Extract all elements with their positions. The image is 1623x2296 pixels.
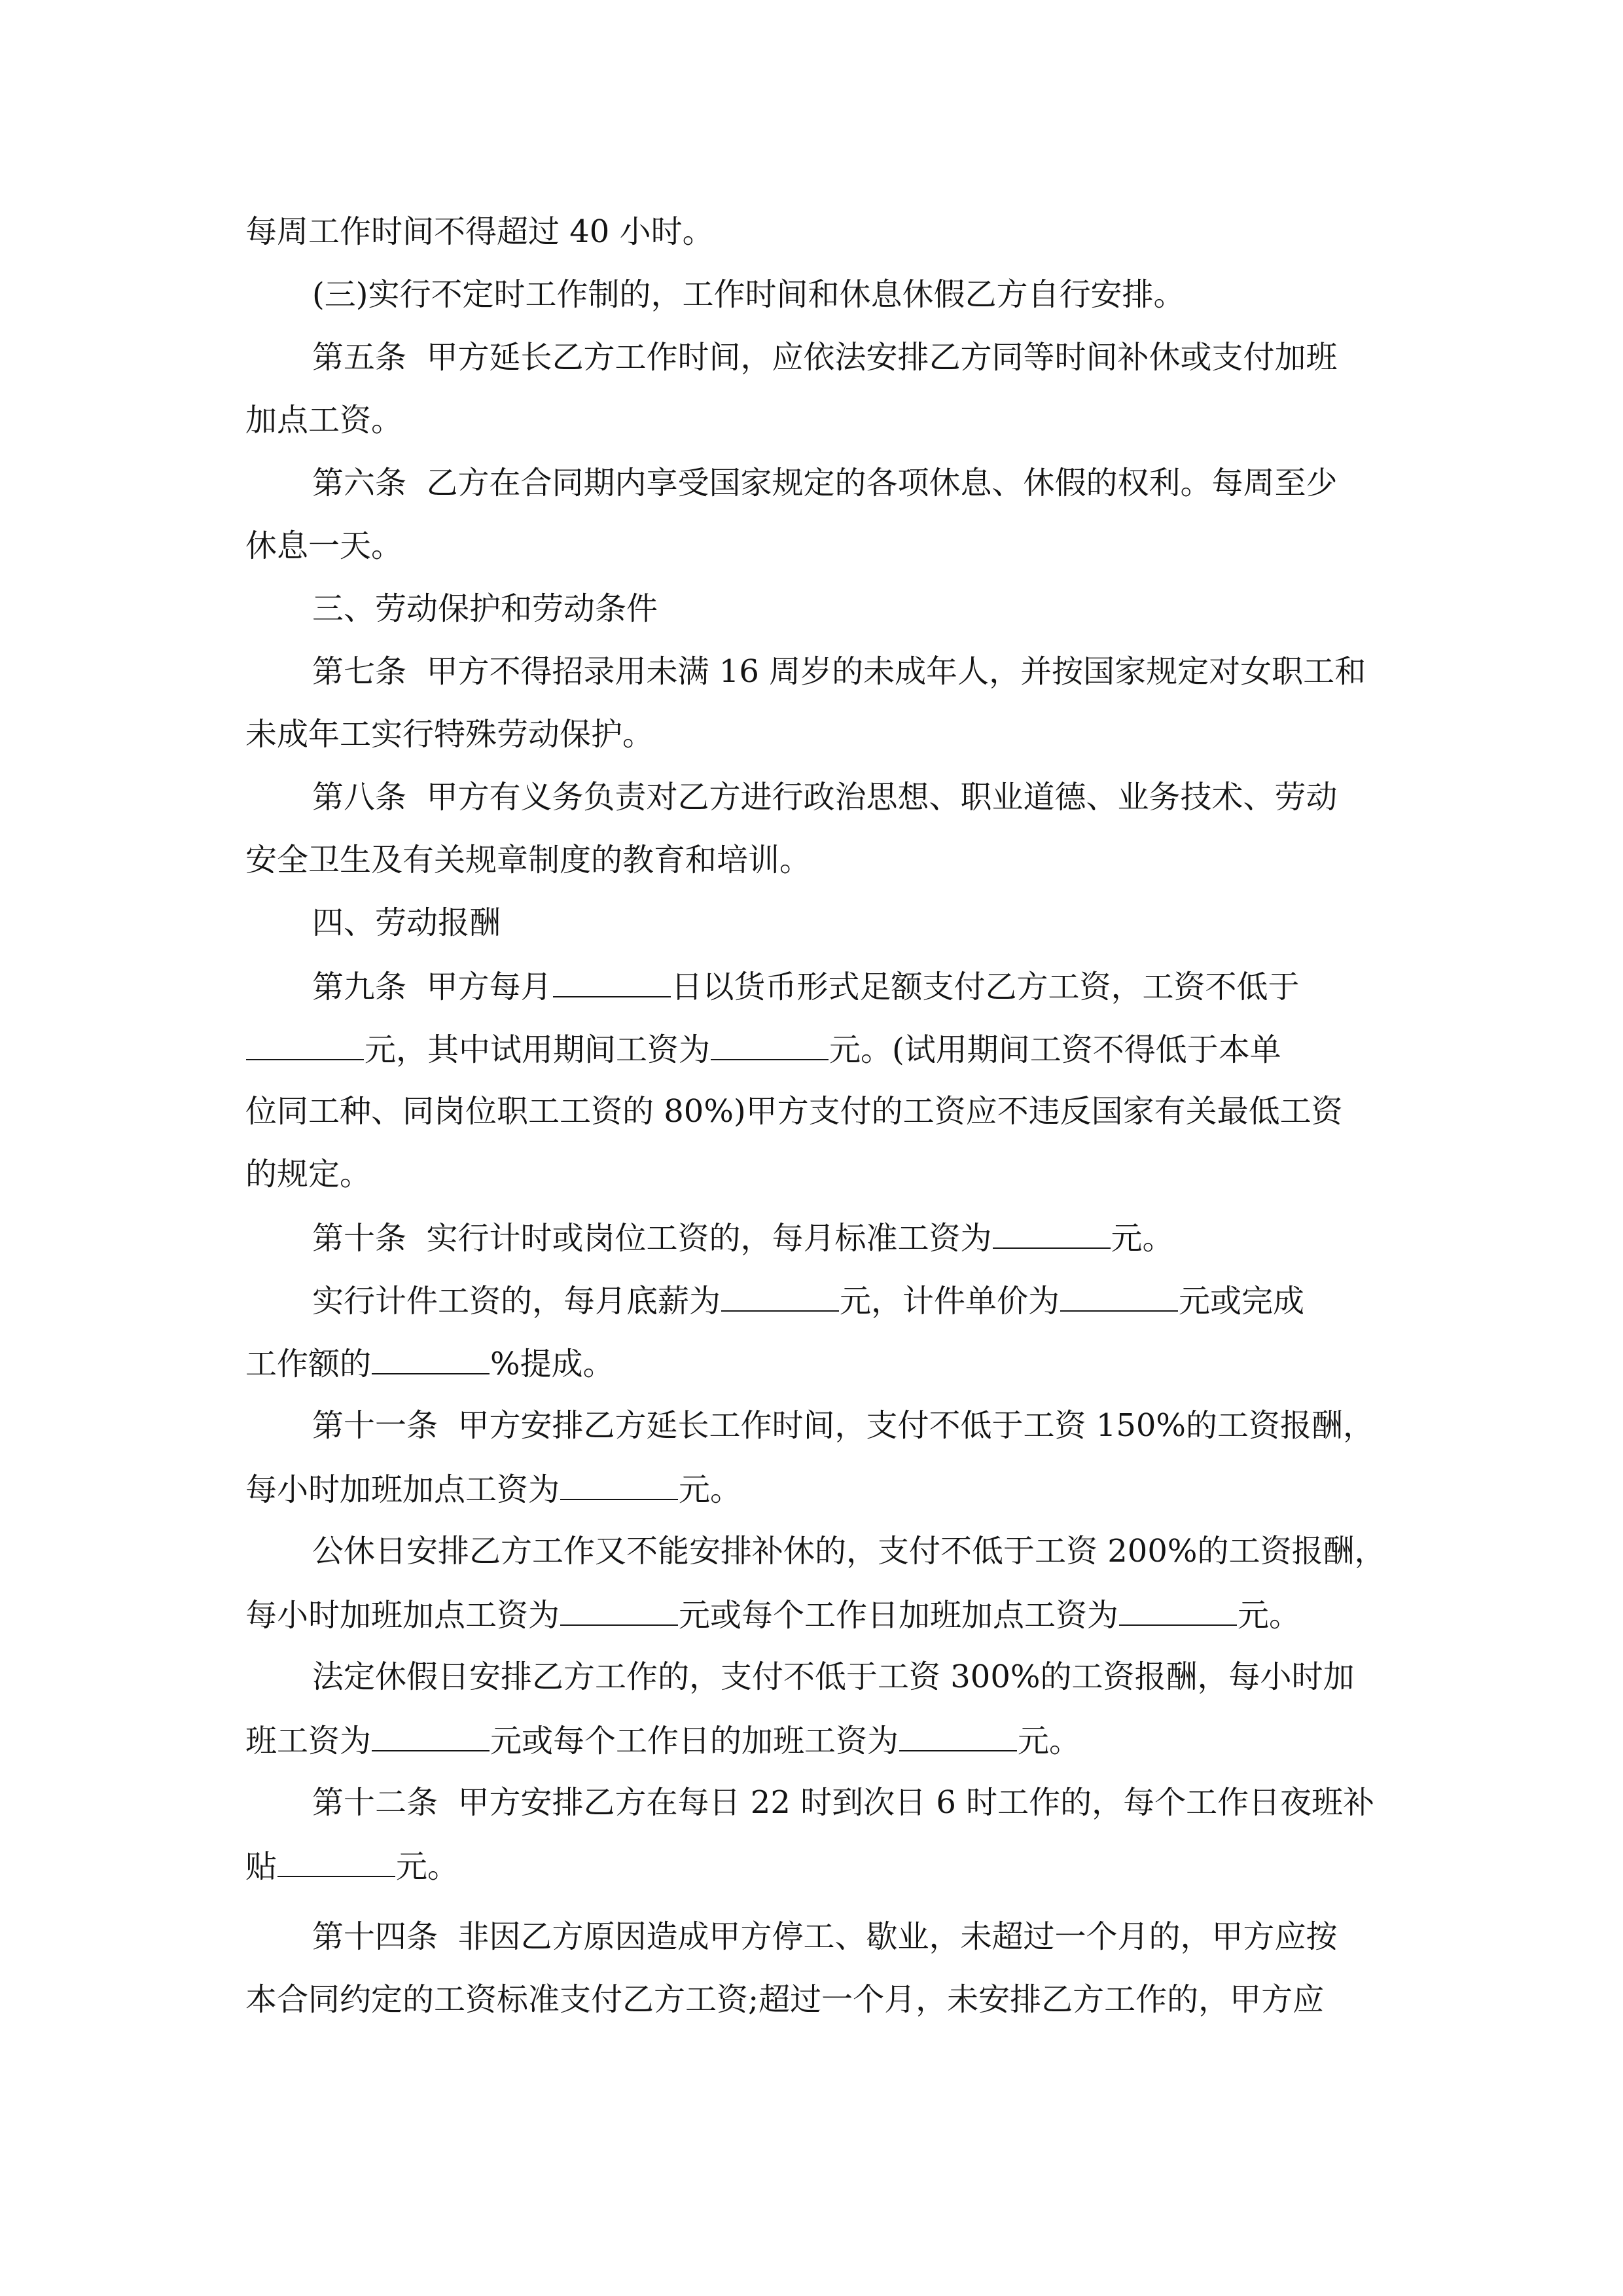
fill-in-blank bbox=[721, 1280, 839, 1312]
fill-in-blank bbox=[372, 1720, 490, 1751]
text-line bbox=[245, 1155, 371, 1194]
text-line bbox=[245, 1092, 1343, 1131]
text-line bbox=[312, 338, 1338, 377]
text-line bbox=[312, 1783, 1374, 1822]
text-run: 元或完成 bbox=[1179, 1283, 1305, 1319]
text-run: 元。 bbox=[679, 1471, 742, 1508]
text-line bbox=[312, 966, 1300, 1007]
text-run: 每小时加班加点工资为 bbox=[245, 1471, 560, 1508]
text-run: 第七条 甲方不得招录用未满 16 周岁的未成年人，并按国家规定对女职工和 bbox=[312, 653, 1366, 690]
text-line bbox=[245, 212, 714, 251]
text-line bbox=[312, 1280, 1304, 1321]
text-run: 元，其中试用期间工资为 bbox=[365, 1031, 711, 1068]
text-line bbox=[245, 526, 402, 565]
text-run: 第十二条 甲方安排乙方在每日 22 时到次日 6 时工作的，每个工作日夜班补 bbox=[312, 1784, 1375, 1821]
text-run: 工作额的 bbox=[245, 1346, 372, 1382]
text-line bbox=[245, 1029, 1281, 1069]
text-line bbox=[245, 715, 654, 754]
fill-in-blank bbox=[993, 1217, 1111, 1249]
text-run: 日以货币形式足额支付乙方工资，工资不低于 bbox=[671, 969, 1300, 1005]
fill-in-blank bbox=[246, 1029, 364, 1060]
text-run: 位同工种、同岗位职工工资的 80%)甲方支付的工资应不违反国家有关最低工资 bbox=[245, 1093, 1343, 1130]
text-line bbox=[312, 463, 1338, 503]
fill-in-blank bbox=[1119, 1594, 1237, 1626]
text-run: 元。 bbox=[1018, 1723, 1081, 1759]
text-run: 第五条 甲方延长乙方工作时间，应依法安排乙方同等时间补休或支付加班 bbox=[312, 339, 1338, 376]
text-line bbox=[312, 1917, 1338, 1956]
text-run: 第十条 实行计时或岗位工资的，每月标准工资为 bbox=[312, 1220, 992, 1257]
section-heading bbox=[312, 589, 658, 628]
text-line bbox=[312, 275, 1185, 314]
fill-in-blank bbox=[372, 1343, 490, 1374]
text-line bbox=[245, 1720, 1080, 1761]
text-line bbox=[312, 1657, 1355, 1696]
text-run: 第九条 甲方每月 bbox=[312, 969, 552, 1005]
text-run: (三)实行不定时工作制的，工作时间和休息休假乙方自行安排。 bbox=[312, 276, 1185, 313]
text-run: 元。 bbox=[1238, 1597, 1301, 1634]
text-run: 第十一条 甲方安排乙方延长工作时间，支付不低于工资 150%的工资报酬， bbox=[312, 1407, 1375, 1444]
text-run: 元，计件单价为 bbox=[840, 1283, 1060, 1319]
text-line bbox=[245, 1469, 741, 1509]
text-run: 实行计件工资的，每月底薪为 bbox=[312, 1283, 721, 1319]
text-run: 本合同约定的工资标准支付乙方工资;超过一个月，未安排乙方工作的，甲方应 bbox=[245, 1981, 1325, 2018]
text-run: 元。 bbox=[396, 1848, 459, 1885]
text-run: 班工资为 bbox=[245, 1723, 372, 1759]
text-run: 未成年工实行特殊劳动保护。 bbox=[245, 716, 654, 753]
text-line bbox=[245, 840, 811, 880]
text-run: 每周工作时间不得超过 40 小时。 bbox=[245, 213, 714, 250]
text-run: 安全卫生及有关规章制度的教育和培训。 bbox=[245, 842, 812, 878]
text-run: 第六条 乙方在合同期内享受国家规定的各项休息、休假的权利。每周至少 bbox=[312, 465, 1338, 501]
fill-in-blank bbox=[899, 1720, 1017, 1751]
text-run: %提成。 bbox=[490, 1346, 615, 1382]
fill-in-blank bbox=[277, 1846, 395, 1877]
text-line bbox=[245, 1846, 459, 1886]
text-line bbox=[245, 1594, 1300, 1635]
text-run: 第八条 甲方有义务负责对乙方进行政治思想、职业道德、业务技术、劳动 bbox=[312, 779, 1338, 816]
text-run: 元。(试用期间工资不得低于本单 bbox=[829, 1031, 1281, 1068]
text-line bbox=[245, 1343, 615, 1384]
fill-in-blank bbox=[560, 1594, 678, 1626]
text-run: 三、劳动保护和劳动条件 bbox=[312, 590, 658, 627]
text-line bbox=[245, 1980, 1324, 2019]
text-run: 四、劳动报酬 bbox=[312, 905, 501, 941]
text-run: 每小时加班加点工资为 bbox=[245, 1597, 560, 1634]
text-run: 元或每个工作日加班加点工资为 bbox=[679, 1597, 1119, 1634]
text-run: 休息一天。 bbox=[245, 528, 403, 564]
fill-in-blank bbox=[1060, 1280, 1178, 1312]
text-run: 加点工资。 bbox=[245, 402, 403, 439]
section-heading bbox=[312, 903, 501, 942]
text-line bbox=[312, 778, 1338, 817]
text-run: 第十四条 非因乙方原因造成甲方停工、歇业，未超过一个月的，甲方应按 bbox=[312, 1918, 1338, 1955]
text-run: 法定休假日安排乙方工作的，支付不低于工资 300%的工资报酬，每小时加 bbox=[312, 1659, 1355, 1695]
text-line bbox=[312, 1217, 1174, 1258]
fill-in-blank bbox=[553, 966, 671, 997]
text-run: 贴 bbox=[245, 1848, 277, 1885]
text-line bbox=[312, 1406, 1374, 1445]
text-line bbox=[312, 652, 1366, 691]
fill-in-blank bbox=[711, 1029, 829, 1060]
text-run: 元或每个工作日的加班工资为 bbox=[490, 1723, 899, 1759]
text-line bbox=[312, 1532, 1386, 1571]
fill-in-blank bbox=[560, 1469, 678, 1500]
text-line bbox=[245, 401, 402, 440]
text-run: 公休日安排乙方工作又不能安排补休的，支付不低于工资 200%的工资报酬， bbox=[312, 1533, 1386, 1570]
text-run: 的规定。 bbox=[245, 1156, 372, 1193]
text-run: 元。 bbox=[1111, 1220, 1174, 1257]
